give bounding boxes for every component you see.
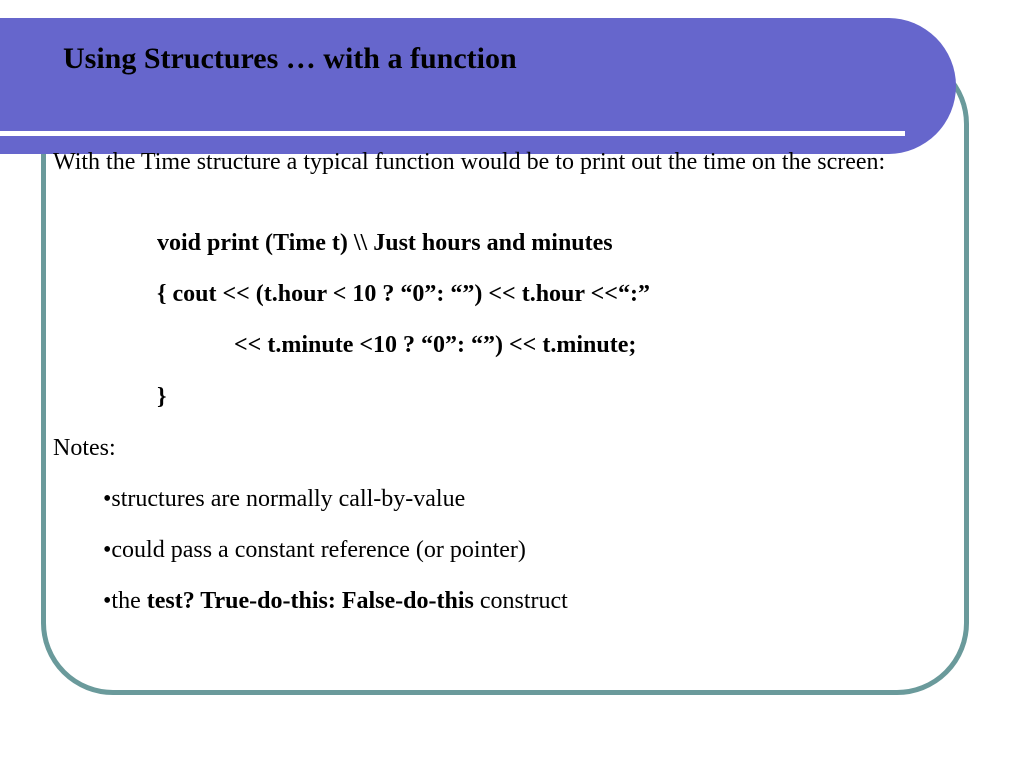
- code-line-3: << t.minute <10 ? “0”: “”) << t.minute;: [234, 332, 637, 358]
- title-divider: [0, 131, 905, 136]
- note-text: structures are normally call-by-value: [111, 486, 466, 512]
- bullet: •: [103, 537, 112, 563]
- code-line-4: }: [157, 384, 167, 410]
- note-item: [103, 486, 465, 513]
- note-text: could pass a constant reference (or pointer): [111, 537, 526, 563]
- code-line-2: { cout << (t.hour < 10 ? “0”: “”) << t.hour <<“:”: [157, 281, 650, 307]
- code-line-1: void print (Time t) \\ Just hours and minutes: [157, 230, 613, 256]
- note-text-bold: test? True-do-this: False-do-this: [146, 588, 474, 614]
- note-item: [103, 588, 568, 615]
- bullet: •: [103, 486, 112, 512]
- slide-title: Using Structures … with a function: [63, 42, 517, 75]
- note-text-suffix: construct: [473, 588, 568, 614]
- bullet: •: [103, 588, 112, 614]
- intro-paragraph: With the Time structure a typical function would be to print out the time on the screen:: [53, 149, 886, 175]
- note-item: [103, 537, 526, 564]
- note-text-prefix: the: [111, 588, 147, 614]
- notes-heading: Notes:: [53, 435, 116, 461]
